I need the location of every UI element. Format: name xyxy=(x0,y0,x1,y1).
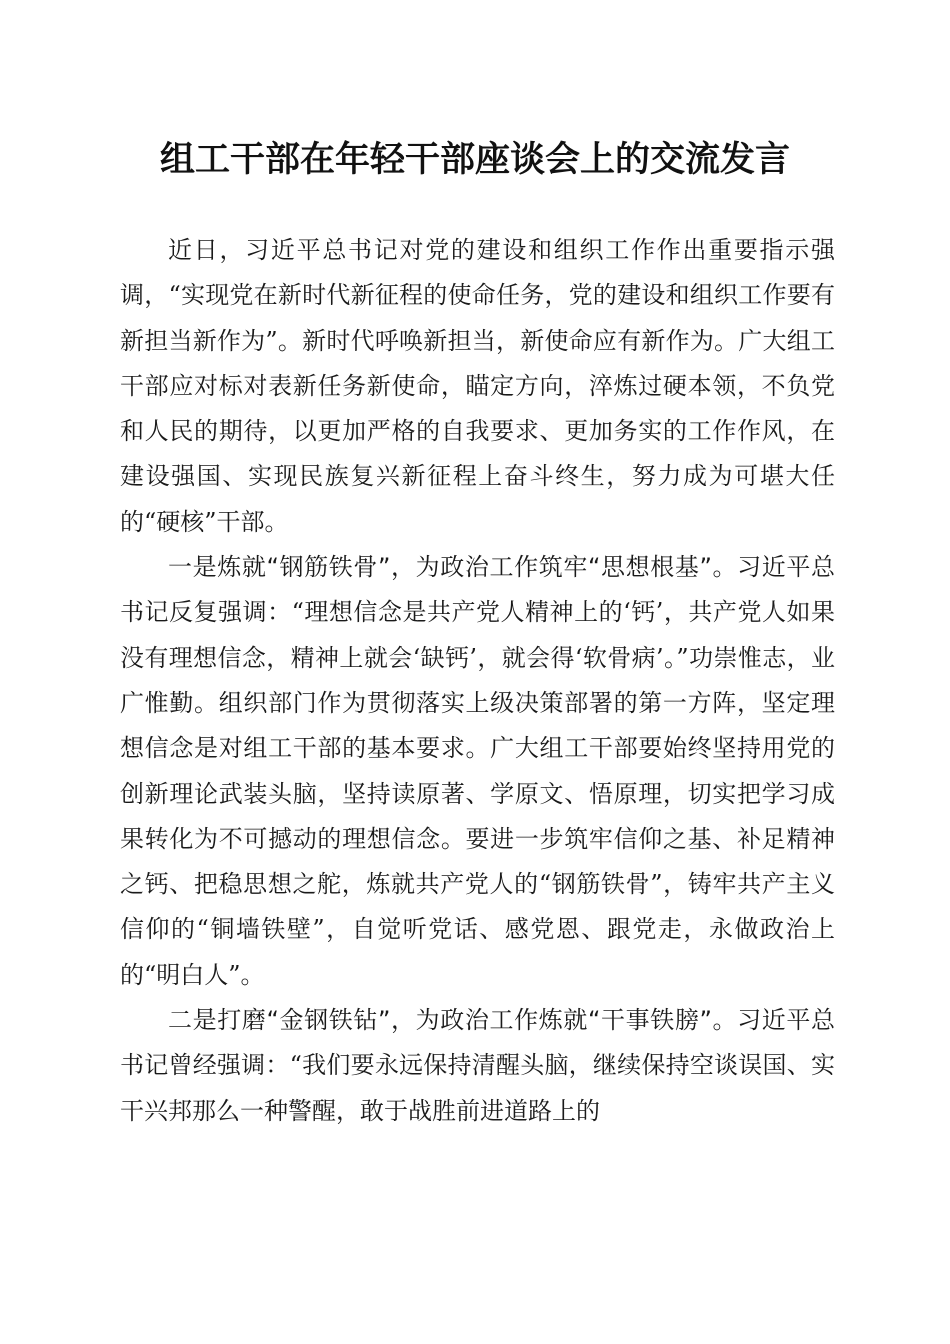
paragraph-text: 习近平总书记曾经强调：“我们要永远保持清醒头脑，继续保持空谈误国、实干兴邦那么一种警醒，敢于战胜前进道路上的 xyxy=(120,1006,836,1125)
paragraph-lead: 二是打磨“金钢铁钻”，为政治工作炼就“干事铁膀”。 xyxy=(168,1006,738,1035)
paragraph-text: 习近平总书记反复强调：“理想信念是共产党人精神上的‘钙’，共产党人如果没有理想信念，精神上就会‘缺钙’，就会得‘软骨病’。”功崇惟志，业广惟勤。组织部门作为贯彻落实上级决策部署的第一方阵，坚定理想信念是对组工干部的基本要求。广大组工干部要始终坚持用党的创新理论武装头脑，坚持读原著、学原文、悟原理，切实把学习成果转化为不可撼动的理想信念。要进一步筑牢信仰之基、补足精神之钙、把稳思想之舵，炼就共产党人的“钢筋铁骨”，铸牢共产主义信仰的“铜墙铁壁”，自觉听党话、感党恩、跟党走，永做政治上的“明白人”。 xyxy=(120,553,836,989)
paragraph-point-one xyxy=(120,545,835,998)
paragraph-intro xyxy=(120,228,835,545)
paragraph-point-two xyxy=(120,998,835,1134)
document-body xyxy=(120,228,835,1134)
paragraph-lead: 一是炼就“钢筋铁骨”，为政治工作筑牢“思想根基”。 xyxy=(168,553,738,582)
paragraph-text: 近日，习近平总书记对党的建设和组织工作作出重要指示强调，“实现党在新时代新征程的使命任务，党的建设和组织工作要有新担当新作为”。新时代呼唤新担当，新使命应有新作为。广大组工干部应对标对表新任务新使命，瞄定方向，淬炼过硬本领，不负党和人民的期待，以更加严格的自我要求、更加务实的工作作风，在建设强国、实现民族复兴新征程上奋斗终生，努力成为可堪大任的“硬核”干部。 xyxy=(120,236,835,536)
document-title: 组工干部在年轻干部座谈会上的交流发言 xyxy=(159,139,790,180)
